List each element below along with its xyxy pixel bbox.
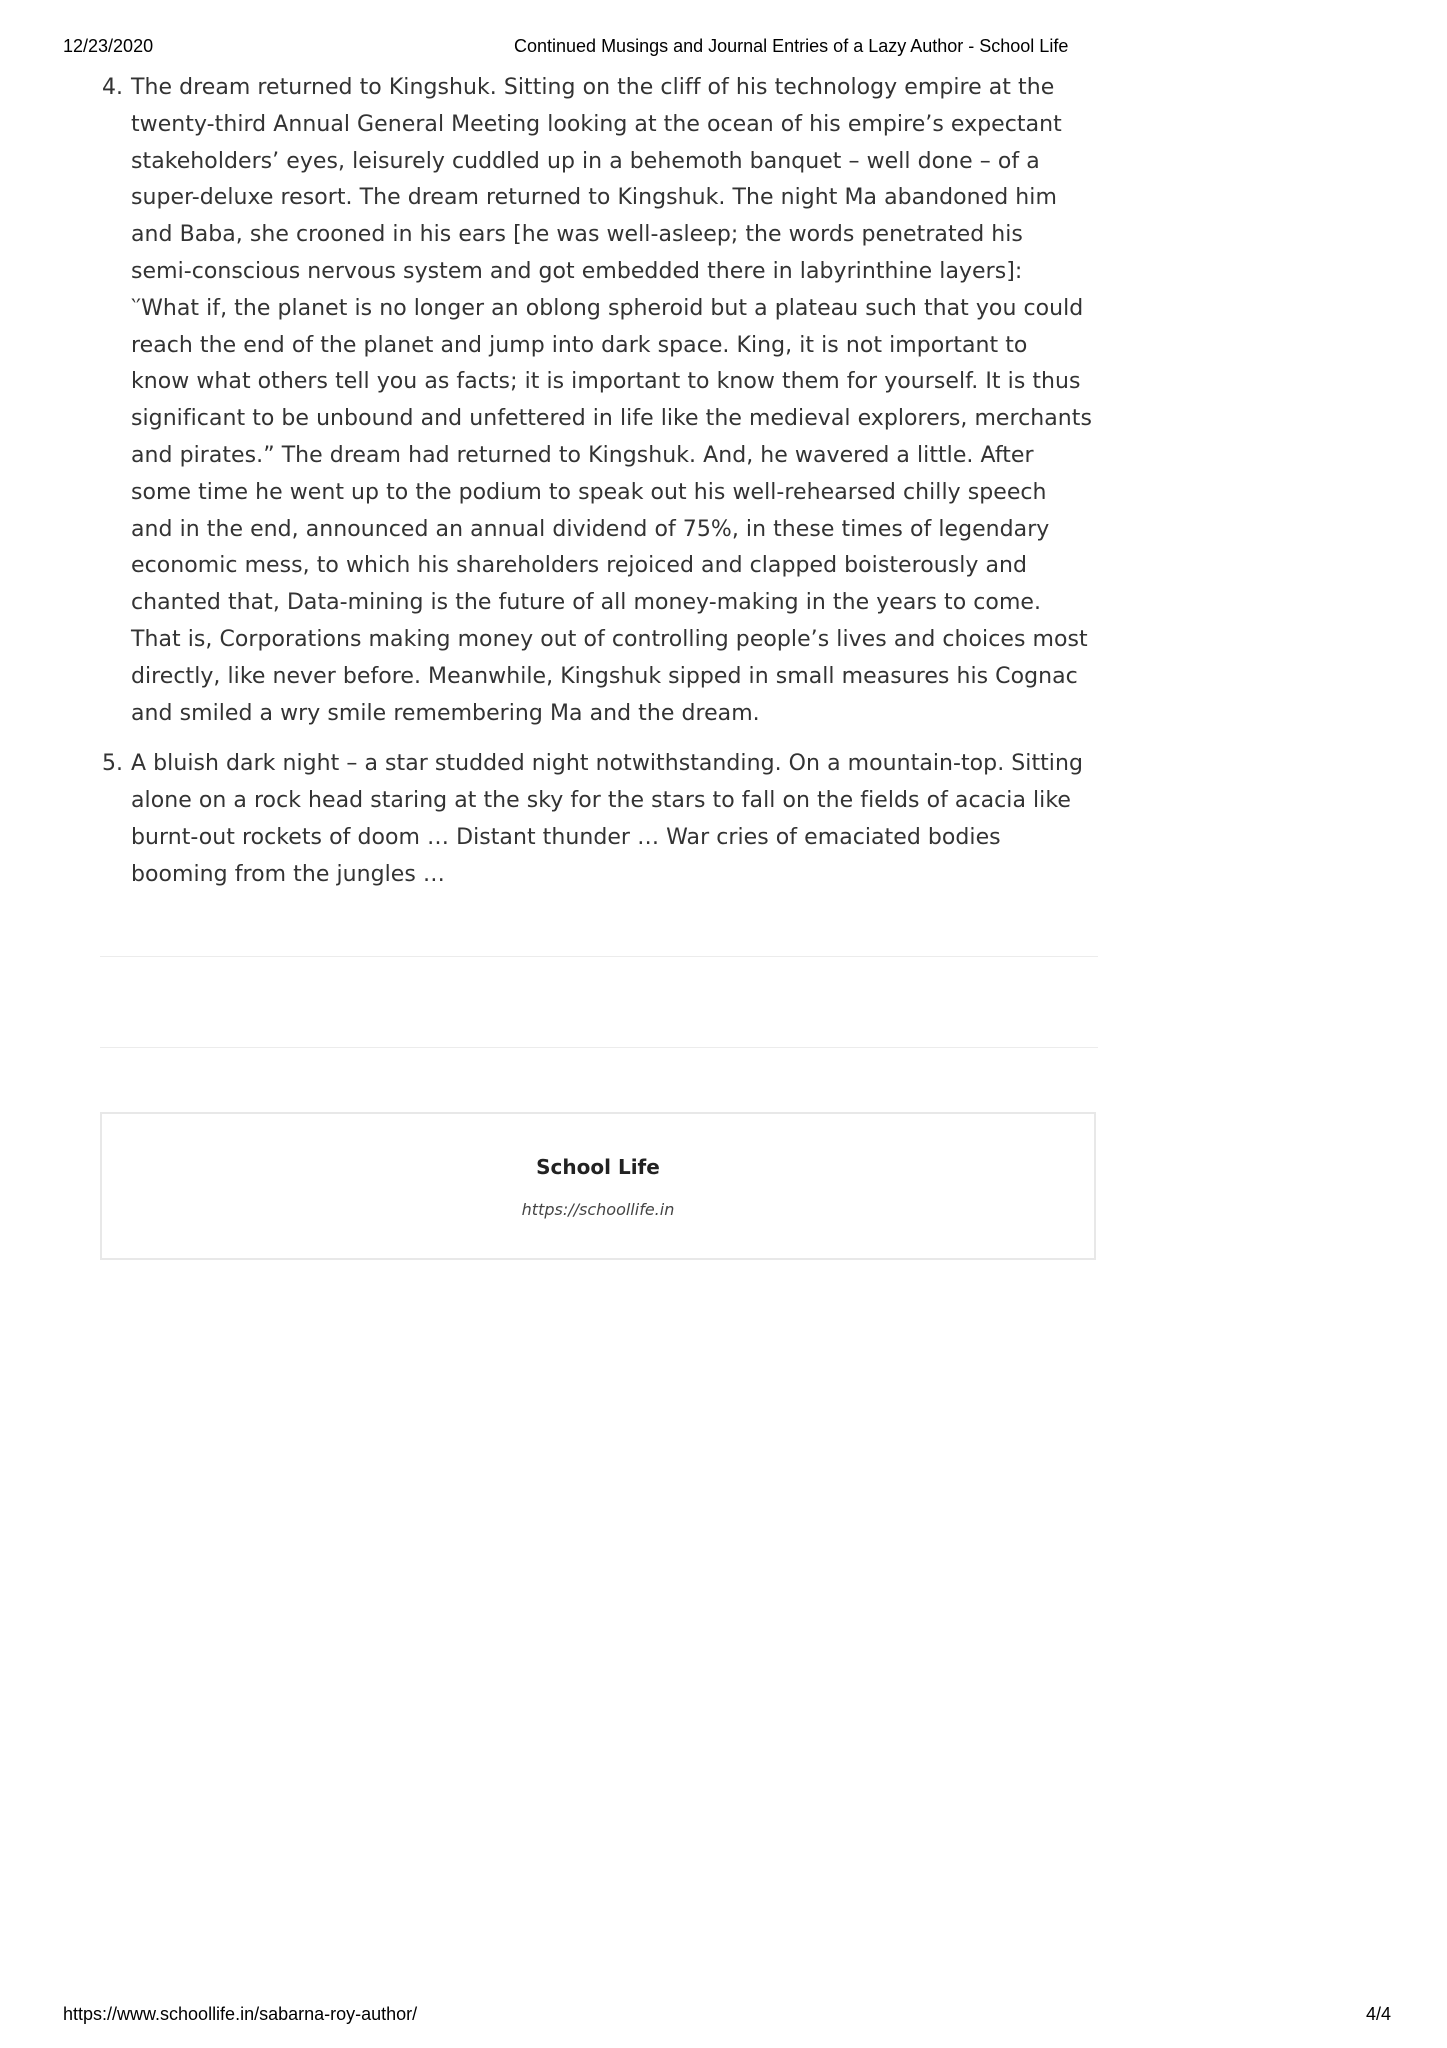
- list-item-number: 5.: [102, 751, 123, 777]
- list-item: [100, 70, 1100, 732]
- page-number: 4/4: [1366, 2004, 1392, 2024]
- text-line: directly, like never before. Meanwhile, Kingshuk sipped in small measures his Cognac: [131, 663, 1078, 689]
- text-line: twenty-third Annual General Meeting looking at the ocean of his empire’s expectant: [131, 111, 1062, 137]
- text-line: and smiled a wry smile remembering Ma and the dream.: [131, 700, 760, 726]
- text-line: significant to be unbound and unfettered in life like the medieval explorers, merchants: [131, 406, 1092, 432]
- list-item-text: [131, 70, 1131, 732]
- text-line: That is, Corporations making money out of controlling people’s lives and choices most: [131, 626, 1088, 652]
- text-line: and Baba, she crooned in his ears [he was well-asleep; the words penetrated his: [131, 222, 1023, 248]
- text-line: The dream returned to Kingshuk. Sitting on the cliff of his technology empire at the: [131, 75, 1055, 100]
- divider: [100, 1047, 1098, 1048]
- print-footer-url: https://www.schoollife.in/sabarna-roy-author/: [63, 2004, 418, 2024]
- text-line: super-deluxe resort. The dream returned to Kingshuk. The night Ma abandoned him: [131, 185, 1057, 211]
- print-date: 12/23/2020: [63, 36, 154, 56]
- text-line: booming from the jungles …: [131, 861, 445, 887]
- site-info-card: [100, 1112, 1096, 1260]
- text-line: and in the end, announced an annual dividend of 75%, in these times of legendary: [131, 516, 1050, 542]
- text-line: reach the end of the planet and jump into dark space. King, it is not important to: [131, 332, 1028, 358]
- text-line: and pirates.” The dream had returned to Kingshuk. And, he wavered a little. After: [131, 442, 1034, 468]
- text-line: burnt-out rockets of doom … Distant thunder … War cries of emaciated bodies: [131, 824, 1001, 850]
- text-line: ‵′What if, the planet is no longer an oblong spheroid but a plateau such that you could: [131, 295, 1084, 321]
- text-line: semi-conscious nervous system and got embedded there in labyrinthine layers]:: [131, 258, 1023, 284]
- list-item: [100, 746, 1100, 893]
- text-line: A bluish dark night – a star studded night notwithstanding. On a mountain-top. Sitting: [131, 751, 1083, 777]
- site-title[interactable]: School Life: [536, 1155, 660, 1179]
- text-line: alone on a rock head staring at the sky for the stars to fall on the fields of acacia like: [131, 788, 1071, 814]
- site-url-link[interactable]: https://schoollife.in: [521, 1200, 675, 1219]
- text-line: know what others tell you as facts; it is important to know them for yourself. It is thus: [131, 369, 1081, 395]
- text-line: economic mess, to which his shareholders rejoiced and clapped boisterously and: [131, 553, 1028, 579]
- text-line: some time he went up to the podium to speak out his well-rehearsed chilly speech: [131, 479, 1047, 505]
- journal-entries-list: [100, 70, 1100, 908]
- list-item-number: 4.: [102, 75, 123, 100]
- text-line: stakeholders’ eyes, leisurely cuddled up in a behemoth banquet – well done – of a: [131, 148, 1040, 174]
- divider: [100, 956, 1098, 957]
- list-item-text: [131, 746, 1131, 893]
- print-page-title: Continued Musings and Journal Entries of a Lazy Author - School Life: [514, 36, 1069, 56]
- text-line: chanted that, Data-mining is the future of all money-making in the years to come.: [131, 590, 1042, 616]
